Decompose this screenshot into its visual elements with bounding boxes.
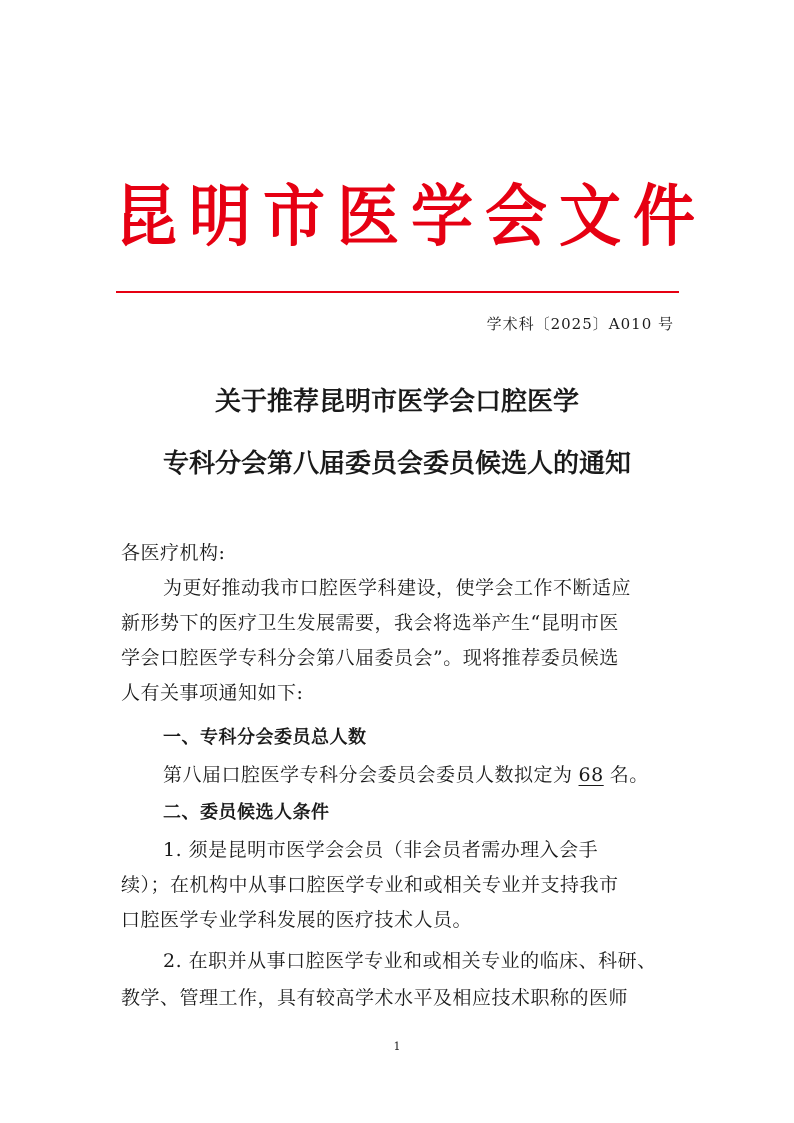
notice-title-line-1: 关于推荐昆明市医学会口腔医学 xyxy=(214,387,579,417)
intro-line: 为更好推动我市口腔医学科建设，使学会工作不断适应 xyxy=(163,577,632,599)
intro-line: 学会口腔医学专科分会第八届委员会”。现将推荐委员候选 xyxy=(121,647,619,669)
condition-item-1-line: 续）；在机构中从事口腔医学专业和或相关专业并支持我市 xyxy=(121,874,619,896)
member-count-text-after: 名。 xyxy=(609,764,649,786)
document-number: 学术科〔2025〕A010 号 xyxy=(486,315,674,333)
member-count-value: 68 xyxy=(578,764,604,786)
condition-item-1-line: 口腔医学专业学科发展的医疗技术人员。 xyxy=(121,909,473,931)
salutation: 各医疗机构: xyxy=(121,542,226,564)
intro-line: 人有关事项通知如下: xyxy=(121,682,304,704)
condition-item-1-line: 1. 须是昆明市医学会会员（非会员者需办理入会手 xyxy=(163,839,599,861)
page-number: 1 xyxy=(393,1040,401,1053)
section-heading-2: 二、委员候选人条件 xyxy=(163,802,330,823)
condition-item-2-line: 2. 在职并从事口腔医学专业和或相关专业的临床、科研、 xyxy=(163,950,657,972)
member-count-line xyxy=(163,760,649,790)
condition-item-2-line: 教学、管理工作，具有较高学术水平及相应技术职称的医师 xyxy=(121,987,629,1009)
section-heading-1: 一、专科分会委员总人数 xyxy=(163,727,367,748)
member-count-text-before: 第八届口腔医学专科分会委员会委员人数拟定为 xyxy=(163,764,573,786)
intro-line: 新形势下的医疗卫生发展需要，我会将选举产生“昆明市医 xyxy=(121,612,619,634)
header-red-rule xyxy=(116,291,679,293)
org-document-header: 昆明市医学会文件 xyxy=(115,176,708,256)
notice-title-line-2: 专科分会第八届委员会委员候选人的通知 xyxy=(162,449,631,479)
